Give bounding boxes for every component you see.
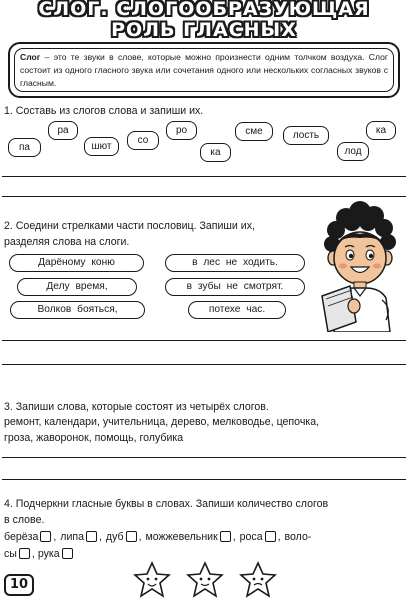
proverb-right-part[interactable]: в зубы не смотрят. xyxy=(165,278,305,296)
proverb-right-part[interactable]: потехе час. xyxy=(188,301,286,319)
task3-text-line2: ремонт, календари, учительница, дерево, мелководье, цепочка, xyxy=(4,416,320,428)
syllable-card[interactable]: сме xyxy=(235,122,273,141)
syllable-count-box[interactable] xyxy=(19,548,30,559)
syllable-count-box[interactable] xyxy=(126,531,137,542)
task4-text-line1: 4. Подчеркни гласные буквы в словах. Запиши количество слогов xyxy=(4,498,329,510)
syllable-count-box[interactable] xyxy=(86,531,97,542)
task4-word-row2: сы , рука xyxy=(4,547,404,562)
writing-line[interactable] xyxy=(2,364,406,365)
syllable-card[interactable]: лость xyxy=(283,126,329,145)
word: воло- xyxy=(284,531,312,543)
word: роса xyxy=(239,531,263,543)
page-title-line1: СЛОГ. СЛОГООБРАЗУЮЩАЯ xyxy=(38,0,370,20)
rule-box xyxy=(8,42,400,98)
syllable-card[interactable]: ка xyxy=(200,143,231,162)
syllable-card[interactable]: па xyxy=(8,138,41,157)
syllable-card[interactable]: со xyxy=(127,131,159,150)
task1-text: 1. Составь из слогов слова и запиши их. xyxy=(4,105,204,117)
syllable-card[interactable]: ра xyxy=(48,121,78,140)
boy-with-book-illustration xyxy=(316,200,404,332)
proverb-left-part[interactable]: Волков бояться, xyxy=(10,301,145,319)
proverb-left-part[interactable]: Дарёному коню xyxy=(9,254,144,272)
proverb-left-part[interactable]: Делу время, xyxy=(17,278,137,296)
syllable-count-box[interactable] xyxy=(62,548,73,559)
task2-text-line1: 2. Соедини стрелками части пословиц. Запиши их, xyxy=(4,220,255,232)
rule-term: Слог xyxy=(20,52,41,62)
word: липа xyxy=(60,531,84,543)
writing-line[interactable] xyxy=(2,340,406,341)
page-number: 10 xyxy=(4,574,34,596)
syllable-count-box[interactable] xyxy=(220,531,231,542)
syllable-count-box[interactable] xyxy=(265,531,276,542)
word: рука xyxy=(37,548,60,560)
syllable-card[interactable]: шют xyxy=(84,137,119,156)
stars-decoration xyxy=(130,560,280,600)
task3-text-line1: 3. Запиши слова, которые состоят из четырёх слогов. xyxy=(4,401,269,413)
writing-line[interactable] xyxy=(2,457,406,458)
syllable-card[interactable]: ро xyxy=(166,121,197,140)
word: можжевельник xyxy=(145,531,218,543)
task3-text-line3: гроза, жаворонок, помощь, голубика xyxy=(4,432,184,444)
writing-line[interactable] xyxy=(2,176,406,177)
syllable-card[interactable]: лод xyxy=(337,142,369,161)
word: дуб xyxy=(105,531,124,543)
syllable-count-box[interactable] xyxy=(40,531,51,542)
writing-line[interactable] xyxy=(2,479,406,480)
word: берёза xyxy=(4,531,39,543)
task4-word-row1: берёза , липа , дуб , можжевельник , роса , воло- xyxy=(4,531,312,543)
writing-line[interactable] xyxy=(2,196,406,197)
task4-text-line2: в слове. xyxy=(4,514,45,526)
page-title-line2: РОЛЬ ГЛАСНЫХ xyxy=(111,19,297,41)
task2-text-line2: разделяя слова на слоги. xyxy=(4,236,130,248)
word: сы xyxy=(4,548,17,560)
proverb-right-part[interactable]: в лес не ходить. xyxy=(165,254,305,272)
rule-text: – это те звуки в слове, которые можно произнести одним толчком воздуха. Слог состоит из одного гласного звука или сочетания одного или нескольких согласных звуков с гласным. xyxy=(20,52,388,88)
syllable-card[interactable]: ка xyxy=(366,121,396,140)
